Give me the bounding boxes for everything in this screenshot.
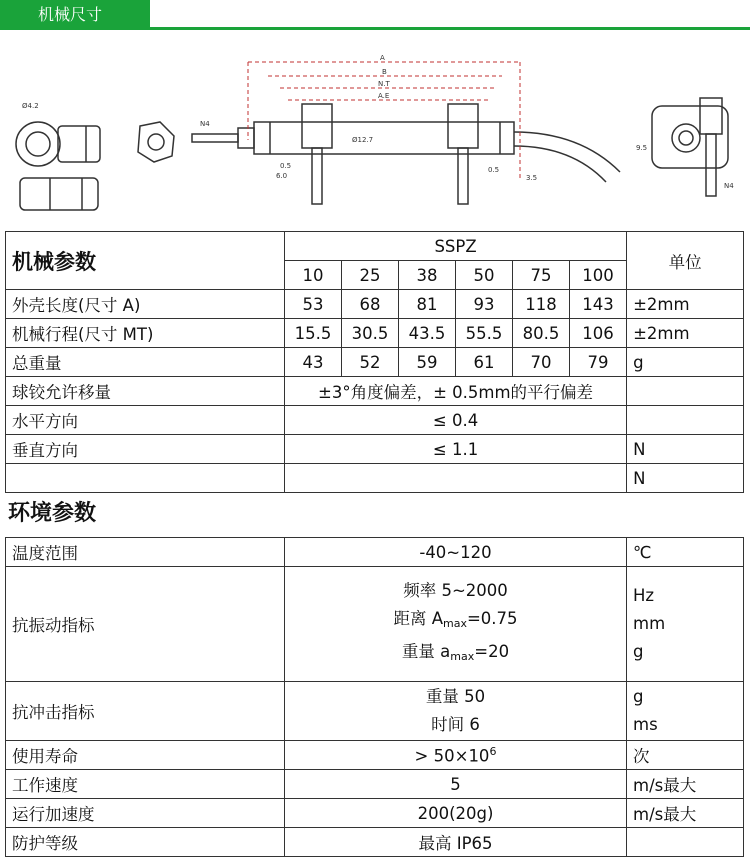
vibration-values [285, 567, 627, 682]
table-row [6, 741, 744, 770]
value-cell: 53 [285, 290, 342, 319]
value-cell: 30.5 [342, 319, 399, 348]
shock-time: 时间 6 [431, 715, 480, 734]
unit-cell: ℃ [627, 538, 744, 567]
row-label: 抗振动指标 [6, 567, 285, 682]
life-exp: 6 [489, 744, 497, 758]
accel-value: 200(20g) [285, 799, 627, 828]
value-cell: 79 [570, 348, 627, 377]
value-cell: 93 [456, 290, 513, 319]
wt-prefix: 重量 a [401, 642, 451, 661]
model-header: SSPZ [285, 232, 627, 261]
vertical-value: ≤ 1.1 [285, 435, 627, 464]
dim-d42: Ø4.2 [22, 102, 39, 110]
unit-cell: m/s最大 [627, 799, 744, 828]
model-cell: 10 [285, 261, 342, 290]
section-header-tab [0, 0, 150, 30]
model-cell: 50 [456, 261, 513, 290]
row-label: 垂直方向 [6, 435, 285, 464]
horizontal-value: ≤ 0.4 [285, 406, 627, 435]
value-cell: 43 [285, 348, 342, 377]
mechanical-params-table [5, 231, 744, 493]
vibration-weight [285, 638, 626, 671]
dist-suffix: =0.75 [466, 609, 518, 628]
unit-line: mm [633, 614, 666, 633]
table-row [6, 682, 744, 741]
row-label: 外壳长度(尺寸 A) [6, 290, 285, 319]
value-cell: 68 [342, 290, 399, 319]
environment-params-table [5, 537, 744, 857]
unit-cell [627, 377, 744, 406]
table-row [6, 538, 744, 567]
env-section-title: 环境参数 [8, 501, 97, 526]
mech-section-title: 机械参数 [6, 232, 285, 290]
unit-cell: m/s最大 [627, 770, 744, 799]
unit-cell: ±2mm [627, 290, 744, 319]
unit-header: 单位 [627, 232, 744, 290]
model-cell: 38 [399, 261, 456, 290]
value-cell: 59 [399, 348, 456, 377]
shock-units [627, 682, 744, 741]
life-base: > 50×10 [414, 746, 490, 766]
table-row [6, 319, 744, 348]
joint-value: ±3°角度偏差，± 0.5mm的平行偏差 [285, 377, 627, 406]
dim-d95: 9.5 [636, 144, 648, 152]
unit-cell [627, 406, 744, 435]
value-cell: 80.5 [513, 319, 570, 348]
dist-sub: max [443, 617, 467, 630]
value-cell: 61 [456, 348, 513, 377]
table-row [6, 828, 744, 857]
unit-line: Hz [633, 586, 655, 605]
mechanical-drawing [0, 40, 750, 220]
value-cell: 52 [342, 348, 399, 377]
wt-sub: max [450, 650, 475, 663]
table-row [6, 435, 744, 464]
vibration-units [627, 567, 744, 682]
unit-cell: g [627, 348, 744, 377]
value-cell: 143 [570, 290, 627, 319]
dim-d35: 3.5 [526, 174, 538, 182]
dim-d60: 6.0 [276, 172, 288, 180]
value-cell: 55.5 [456, 319, 513, 348]
table-row [6, 770, 744, 799]
unit-line: g [633, 642, 644, 661]
dim-n4: N4 [200, 120, 210, 128]
shock-weight: 重量 50 [425, 687, 486, 706]
empty-value [285, 464, 627, 493]
dim-n4-end: N4 [724, 182, 734, 190]
value-cell: 15.5 [285, 319, 342, 348]
model-cell: 25 [342, 261, 399, 290]
unit-cell [627, 828, 744, 857]
dim-a: A [380, 54, 385, 62]
dim-d05-right: 0.5 [488, 166, 500, 174]
value-cell: 43.5 [399, 319, 456, 348]
section-header-title: 机械尺寸 [38, 5, 103, 24]
dim-b: B [382, 68, 387, 76]
row-label: 工作速度 [6, 770, 285, 799]
wt-suffix: =20 [474, 642, 510, 661]
row-label: 抗冲击指标 [6, 682, 285, 741]
speed-value: 5 [285, 770, 627, 799]
value-cell: 81 [399, 290, 456, 319]
table-row [6, 348, 744, 377]
dim-nt: N.T [378, 80, 390, 88]
vibration-freq: 频率 5~2000 [403, 581, 508, 600]
dim-ae: A.E [378, 92, 390, 100]
unit-cell: ±2mm [627, 319, 744, 348]
row-label: 使用寿命 [6, 741, 285, 770]
header-rule [150, 27, 750, 30]
model-cell: 75 [513, 261, 570, 290]
model-cell: 100 [570, 261, 627, 290]
dim-d127: Ø12.7 [352, 136, 374, 144]
table-row [6, 464, 744, 493]
shock-values [285, 682, 627, 741]
unit-cell: 次 [627, 741, 744, 770]
row-label: 水平方向 [6, 406, 285, 435]
temp-value: -40~120 [285, 538, 627, 567]
unit-cell: N [627, 464, 744, 493]
row-label: 球铰允许移量 [6, 377, 285, 406]
value-cell: 106 [570, 319, 627, 348]
unit-line: g [633, 687, 644, 706]
vibration-distance [285, 605, 626, 638]
life-value [285, 741, 627, 770]
row-label: 总重量 [6, 348, 285, 377]
value-cell: 70 [513, 348, 570, 377]
row-label: 温度范围 [6, 538, 285, 567]
unit-cell: N [627, 435, 744, 464]
dim-d05-left: 0.5 [280, 162, 292, 170]
unit-line: ms [633, 715, 658, 734]
table-row [6, 406, 744, 435]
table-row [6, 377, 744, 406]
protect-value: 最高 IP65 [285, 828, 627, 857]
row-label: 运行加速度 [6, 799, 285, 828]
row-label: 机械行程(尺寸 MT) [6, 319, 285, 348]
row-label: 防护等级 [6, 828, 285, 857]
value-cell: 118 [513, 290, 570, 319]
table-row [6, 567, 744, 682]
dist-prefix: 距离 A [393, 609, 443, 628]
table-row [6, 290, 744, 319]
table-row [6, 799, 744, 828]
row-label [6, 464, 285, 493]
